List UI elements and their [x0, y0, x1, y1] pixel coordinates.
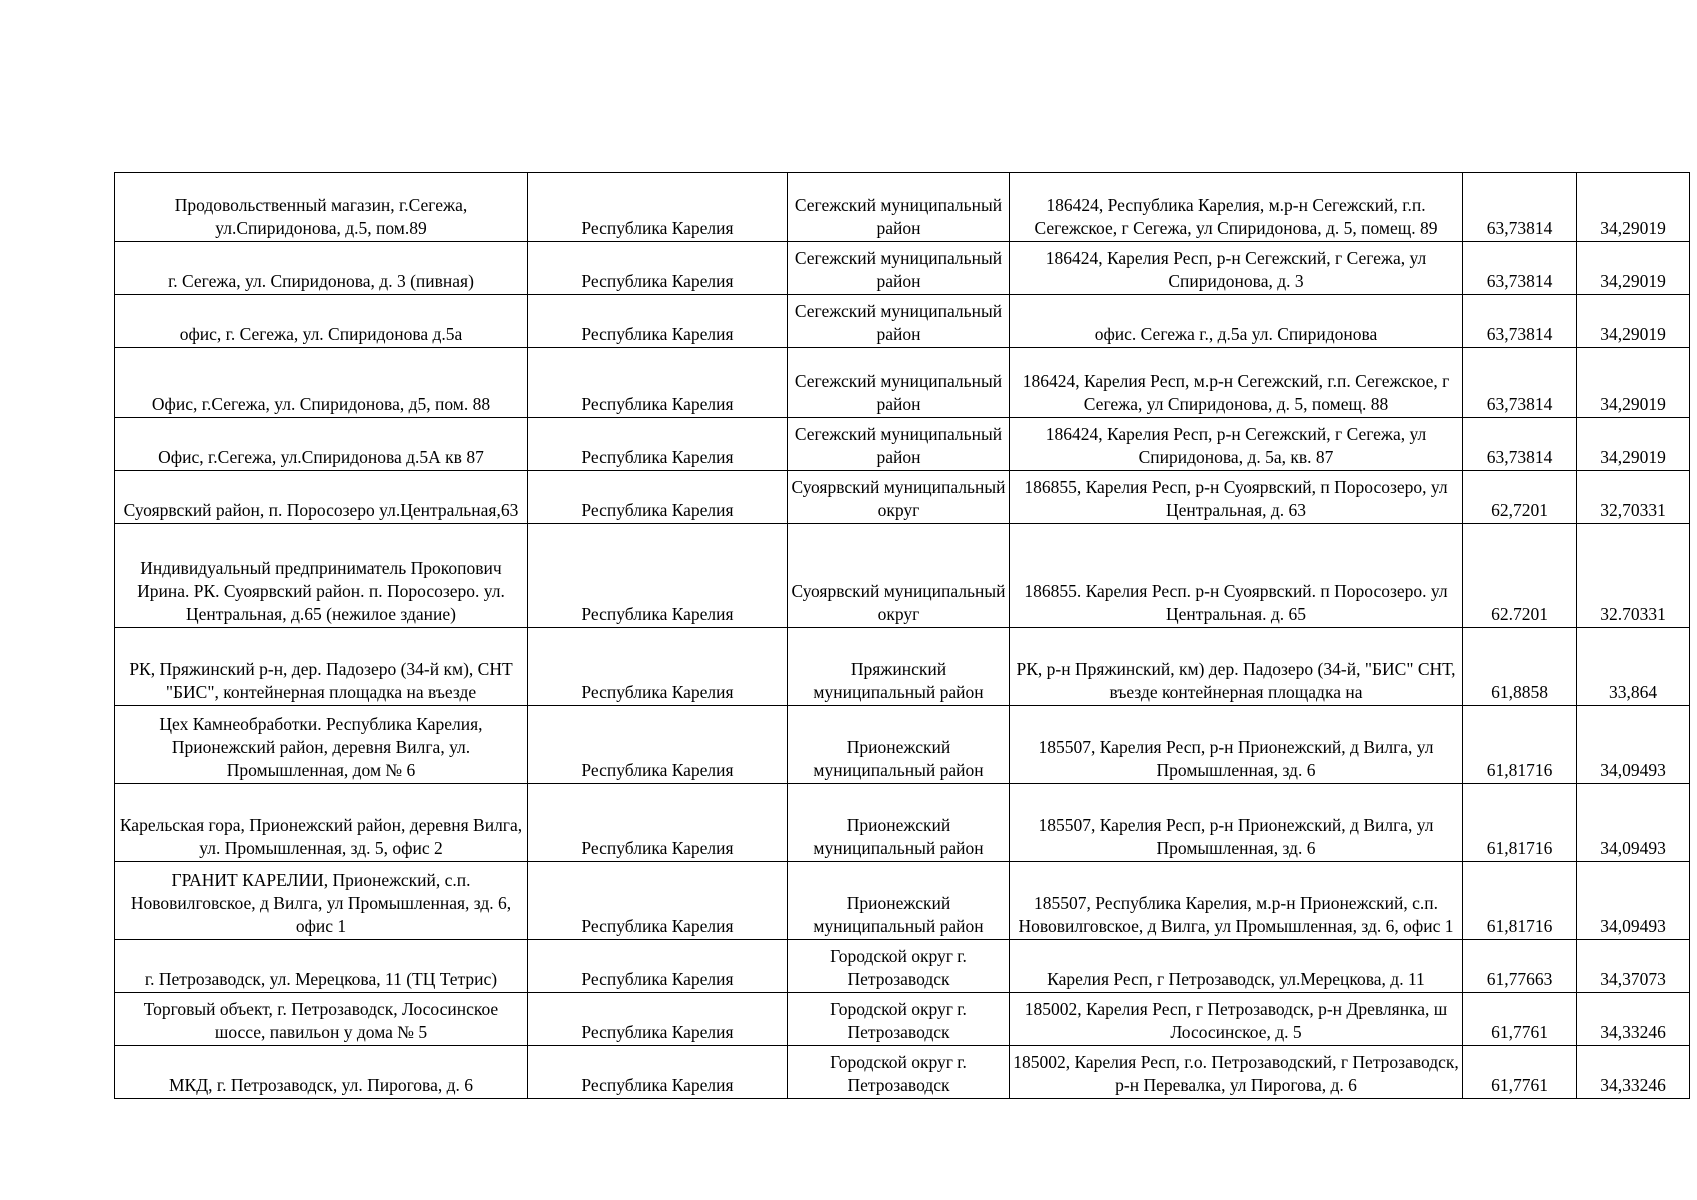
object-name-cell: Карельская гора, Прионежский район, деревня Вилга, ул. Промышленная, зд. 5, офис 2 — [115, 784, 528, 862]
address-cell: 185002, Карелия Респ, г Петрозаводск, р-н Древлянка, ш Лососинское, д. 5 — [1010, 993, 1463, 1046]
object-name-cell: г. Петрозаводск, ул. Мерецкова, 11 (ТЦ Тетрис) — [115, 940, 528, 993]
district-cell: Городской округ г. Петрозаводск — [788, 1046, 1010, 1099]
address-cell: 186424, Карелия Респ, м.р-н Сегежский, г.п. Сегежское, г Сегежа, ул Спиридонова, д. 5, помещ. 88 — [1010, 348, 1463, 418]
region-cell: Республика Карелия — [528, 628, 788, 706]
object-name-cell: Офис, г.Сегежа, ул. Спиридонова, д5, пом. 88 — [115, 348, 528, 418]
address-cell: 185507, Республика Карелия, м.р-н Прионежский, с.п. Нововилговское, д Вилга, ул Промышленная, зд. 6, офис 1 — [1010, 862, 1463, 940]
latitude-cell: 61,7761 — [1463, 1046, 1577, 1099]
object-name-cell: Продовольственный магазин, г.Сегежа, ул.Спиридонова, д.5, пом.89 — [115, 173, 528, 242]
region-cell: Республика Карелия — [528, 295, 788, 348]
longitude-cell: 34,33246 — [1577, 993, 1690, 1046]
object-name-cell: РК, Пряжинский р-н, дер. Падозеро (34-й км), СНТ "БИС", контейнерная площадка на въезде — [115, 628, 528, 706]
table-row — [115, 706, 1690, 784]
district-cell: Сегежский муниципальный район — [788, 242, 1010, 295]
latitude-cell: 63,73814 — [1463, 348, 1577, 418]
region-cell: Республика Карелия — [528, 348, 788, 418]
longitude-cell: 34,29019 — [1577, 348, 1690, 418]
address-cell: 186855, Карелия Респ, р-н Суоярвский, п Поросозеро, ул Центральная, д. 63 — [1010, 471, 1463, 524]
district-cell: Пряжинский муниципальный район — [788, 628, 1010, 706]
latitude-cell: 63,73814 — [1463, 295, 1577, 348]
table-row — [115, 862, 1690, 940]
object-name-cell: офис, г. Сегежа, ул. Спиридонова д.5а — [115, 295, 528, 348]
longitude-cell: 34,29019 — [1577, 242, 1690, 295]
district-cell: Сегежский муниципальный район — [788, 173, 1010, 242]
object-name-cell: Суоярвский район, п. Поросозеро ул.Центральная,63 — [115, 471, 528, 524]
latitude-cell: 61,7761 — [1463, 993, 1577, 1046]
table-row — [115, 628, 1690, 706]
region-cell: Республика Карелия — [528, 862, 788, 940]
longitude-cell: 33,864 — [1577, 628, 1690, 706]
longitude-cell: 32.70331 — [1577, 524, 1690, 628]
latitude-cell: 61,81716 — [1463, 784, 1577, 862]
region-cell: Республика Карелия — [528, 784, 788, 862]
district-cell: Городской округ г. Петрозаводск — [788, 940, 1010, 993]
object-name-cell: МКД, г. Петрозаводск, ул. Пирогова, д. 6 — [115, 1046, 528, 1099]
address-cell: Карелия Респ, г Петрозаводск, ул.Мерецкова, д. 11 — [1010, 940, 1463, 993]
object-name-cell: ГРАНИТ КАРЕЛИИ, Прионежский, с.п. Нововилговское, д Вилга, ул Промышленная, зд. 6, офис 1 — [115, 862, 528, 940]
district-cell: Суоярвский муниципальный округ — [788, 471, 1010, 524]
address-cell: РК, р-н Пряжинский, км) дер. Падозеро (34-й, "БИС" СНТ, въезде контейнерная площадка на — [1010, 628, 1463, 706]
latitude-cell: 61,81716 — [1463, 706, 1577, 784]
table-row — [115, 418, 1690, 471]
district-cell: Прионежский муниципальный район — [788, 706, 1010, 784]
address-cell: офис. Сегежа г., д.5а ул. Спиридонова — [1010, 295, 1463, 348]
longitude-cell: 34,09493 — [1577, 862, 1690, 940]
region-cell: Республика Карелия — [528, 173, 788, 242]
table-row — [115, 784, 1690, 862]
table-row — [115, 993, 1690, 1046]
latitude-cell: 63,73814 — [1463, 418, 1577, 471]
object-name-cell: Цех Камнеобработки. Республика Карелия, Прионежский район, деревня Вилга, ул. Промышленная, дом № 6 — [115, 706, 528, 784]
region-cell: Республика Карелия — [528, 940, 788, 993]
longitude-cell: 34,29019 — [1577, 295, 1690, 348]
longitude-cell: 34,37073 — [1577, 940, 1690, 993]
data-table — [114, 172, 1690, 1099]
latitude-cell: 61,81716 — [1463, 862, 1577, 940]
address-cell: 185507, Карелия Респ, р-н Прионежский, д Вилга, ул Промышленная, зд. 6 — [1010, 784, 1463, 862]
latitude-cell: 62.7201 — [1463, 524, 1577, 628]
address-cell: 185507, Карелия Респ, р-н Прионежский, д Вилга, ул Промышленная, зд. 6 — [1010, 706, 1463, 784]
table-row — [115, 173, 1690, 242]
object-name-cell: г. Сегежа, ул. Спиридонова, д. 3 (пивная) — [115, 242, 528, 295]
region-cell: Республика Карелия — [528, 524, 788, 628]
table-row — [115, 471, 1690, 524]
district-cell: Сегежский муниципальный район — [788, 348, 1010, 418]
longitude-cell: 34,33246 — [1577, 1046, 1690, 1099]
latitude-cell: 62,7201 — [1463, 471, 1577, 524]
region-cell: Республика Карелия — [528, 418, 788, 471]
latitude-cell: 61,77663 — [1463, 940, 1577, 993]
district-cell: Прионежский муниципальный район — [788, 862, 1010, 940]
address-cell: 186424, Республика Карелия, м.р-н Сегежский, г.п. Сегежское, г Сегежа, ул Спиридонова, д. 5, помещ. 89 — [1010, 173, 1463, 242]
latitude-cell: 63,73814 — [1463, 242, 1577, 295]
district-cell: Городской округ г. Петрозаводск — [788, 993, 1010, 1046]
region-cell: Республика Карелия — [528, 706, 788, 784]
address-cell: 186855. Карелия Респ. р-н Суоярвский. п Поросозеро. ул Центральная. д. 65 — [1010, 524, 1463, 628]
address-cell: 186424, Карелия Респ, р-н Сегежский, г Сегежа, ул Спиридонова, д. 5а, кв. 87 — [1010, 418, 1463, 471]
region-cell: Республика Карелия — [528, 242, 788, 295]
district-cell: Сегежский муниципальный район — [788, 418, 1010, 471]
object-name-cell: Индивидуальный предприниматель Прокопович Ирина. РК. Суоярвский район. п. Поросозеро. ул. Центральная, д.65 (нежилое здание) — [115, 524, 528, 628]
region-cell: Республика Карелия — [528, 993, 788, 1046]
address-cell: 186424, Карелия Респ, р-н Сегежский, г Сегежа, ул Спиридонова, д. 3 — [1010, 242, 1463, 295]
object-name-cell: Офис, г.Сегежа, ул.Спиридонова д.5А кв 87 — [115, 418, 528, 471]
longitude-cell: 32,70331 — [1577, 471, 1690, 524]
longitude-cell: 34,29019 — [1577, 173, 1690, 242]
longitude-cell: 34,29019 — [1577, 418, 1690, 471]
table-row — [115, 1046, 1690, 1099]
object-name-cell: Торговый объект, г. Петрозаводск, Лососинское шоссе, павильон у дома № 5 — [115, 993, 528, 1046]
region-cell: Республика Карелия — [528, 471, 788, 524]
address-cell: 185002, Карелия Респ, г.о. Петрозаводский, г Петрозаводск, р-н Перевалка, ул Пирогова, д. 6 — [1010, 1046, 1463, 1099]
district-cell: Прионежский муниципальный район — [788, 784, 1010, 862]
district-cell: Сегежский муниципальный район — [788, 295, 1010, 348]
table-row — [115, 348, 1690, 418]
table-row — [115, 940, 1690, 993]
longitude-cell: 34,09493 — [1577, 784, 1690, 862]
district-cell: Суоярвский муниципальный округ — [788, 524, 1010, 628]
longitude-cell: 34,09493 — [1577, 706, 1690, 784]
table-row — [115, 295, 1690, 348]
table-row — [115, 242, 1690, 295]
table-row — [115, 524, 1690, 628]
table-body — [115, 173, 1690, 1099]
region-cell: Республика Карелия — [528, 1046, 788, 1099]
latitude-cell: 63,73814 — [1463, 173, 1577, 242]
latitude-cell: 61,8858 — [1463, 628, 1577, 706]
